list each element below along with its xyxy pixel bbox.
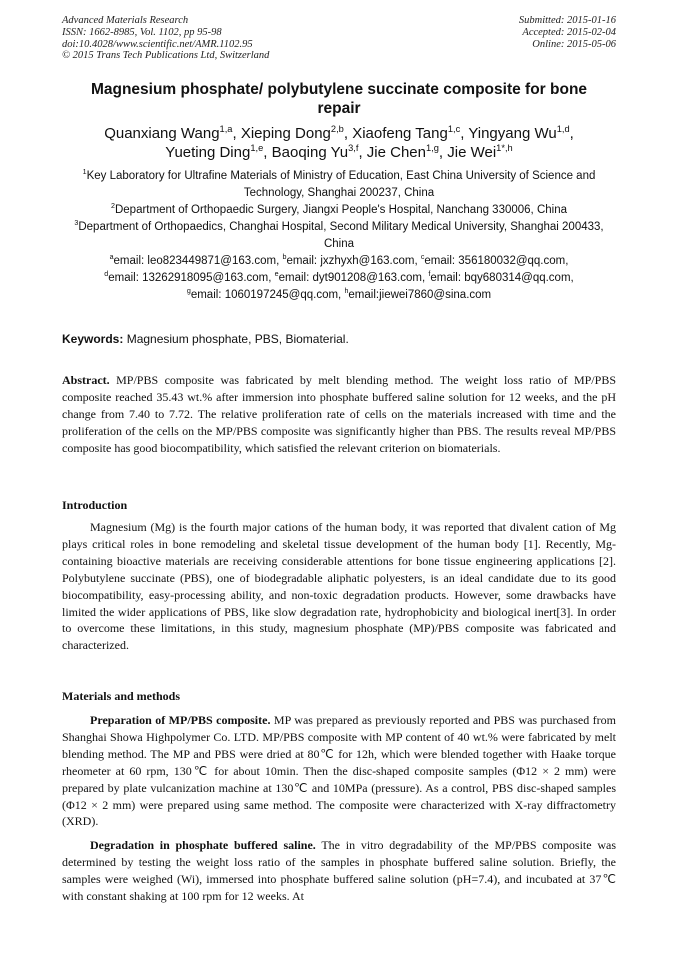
emails-line-2: $^d$email: 13262918095@163.com, $^e$email: dyt901208@163.com, $^f$email: bqy680314@qq.com, [104,270,574,284]
degradation-text: The in vitro degradability of the MP/PBS composite was determined by testing the weight loss ratio of the samples in phosphate buffered saline solution. Briefly, the samples were weighed (Wi), immersed into phosphate buffered saline solution (pH=7.4), and incubated at 37℃ with constant shaking at 100 rpm for 12 weeks. At [62,838,616,903]
issn: ISSN: 1662-8985, Vol. 1102, pp 95-98 [62,26,222,38]
keywords-label: Keywords: [62,332,124,346]
author-list [60,124,618,162]
email-f: email: bqy680314@qq.com, [430,272,574,284]
section-heading-introduction: Introduction [62,498,128,512]
affiliations [62,168,616,304]
introduction-paragraph [62,519,616,654]
email-b: email: jxzhyxh@163.com, [286,255,421,267]
author: Baoqing Yu$^{3,f}$, [271,143,367,161]
emails-line-3: $^g$email: 1060197245@qq.com, $^h$email:jiewei7860@sina.com [186,287,492,301]
author: Xiaofeng Tang$^{1,c}$, [352,124,469,142]
abstract-text: MP/PBS composite was fabricated by melt blending method. The weight loss ratio of MP/PBS composite reached 35.43 wt.% after immersion into phosphate buffered saline solution for 12 weeks, and the pH change from 7.40 to 7.72. The relative proliferation rate of cells on the materials increased with time and the proliferation of the cells on the MP/PBS composite was significantly higher than PBS. The results reveal MP/PBS composite has good biocompatibility, which satisfied the relevant criterion on biomaterials. [62,373,616,455]
degradation-paragraph [62,837,616,905]
email-g: email: 1060197245@qq.com, [190,289,345,301]
author: Yueting Ding$^{1,e}$, [165,143,272,161]
journal-name: Advanced Materials Research [62,15,189,26]
dates-header [519,15,616,50]
doi: doi:10.4028/www.scientific.net/AMR.1102.95 [62,38,253,50]
accepted-date: Accepted: 2015-02-04 [522,26,616,38]
degradation-label: Degradation in phosphate buffered saline. [90,838,316,852]
preparation-paragraph [62,712,616,830]
submitted-date: Submitted: 2015-01-16 [518,15,616,26]
email-h: email:jiewei7860@sina.com [348,289,492,301]
copyright: © 2015 Trans Tech Publications Ltd, Switzerland [62,50,270,62]
keywords-text: Magnesium phosphate, PBS, Biomaterial. [123,332,349,346]
paper-title: Magnesium phosphate/ polybutylene succinate composite for bone repair [90,81,588,117]
preparation-text: MP was prepared as previously reported and PBS was purchased from Shanghai Showa Highpolymer Co. LTD. MP/PBS composite with MP content of 40 wt.% were fabricated by melt blending method. The MP and PBS were dried at 80℃ for 12h, which were blended together with Haake torque rheometer at 60 rpm, 130℃ for about 10min. Then the disc-shaped composite samples (Φ12 × 2 mm) were prepared by plate vulcanization machine at 130℃ and 10MPa (pressure). As a control, PBS disc-shaped samples (Φ12 × 2 mm) were prepared using same method. The composite were characterized with X-ray diffractometry (XRD). [62,713,616,829]
author: Jie Wei$^{1*,h}$ [447,143,513,161]
affiliation-3: $^3$Department of Orthopaedics, Changhai Hospital, Second Military Medical University, Shanghai 200433, China [74,219,604,250]
author: Xieping Dong$^{2,b}$, [240,124,353,142]
abstract [62,372,616,457]
journal-header [62,15,269,62]
email-c: email: 356180032@qq.com, [424,255,569,267]
email-a: email: leo823449871@163.com, [113,255,283,267]
preparation-label: Preparation of MP/PBS composite. [90,713,271,727]
section-heading-methods: Materials and methods [62,689,180,703]
online-date: Online: 2015-05-06 [532,38,616,50]
emails-line-1: $^a$email: leo823449871@163.com, $^b$email: jxzhyxh@163.com, $^c$email: 356180032@qq.com, [109,253,569,267]
affiliation-1: $^1$Key Laboratory for Ultrafine Materials of Ministry of Education, East China University of Science and Technology, Shanghai 200237, China [82,168,596,199]
email-d: email: 13262918095@163.com, [108,272,275,284]
introduction-text: Magnesium (Mg) is the fourth major cations of the human body, it was reported that divalent cation of Mg plays critical roles in bone remodeling and skeletal tissue development of the human body [1]. Recently, Mg-containing bioactive materials are receiving considerable attentions for bone tissue engineering applications [2]. Polybutylene succinate (PBS), one of biodegradable aliphatic polyesters, is an ideal candidate due to its good biocompatibility, easy-processing ability, and non-toxic degradation products. However, some drawbacks have limited the wider applications of PBS, like slow degradation rate, hydrophobicity and biological inert[3]. In order to overcome these limitations, in this study, magnesium phosphate (MP)/PBS composite was fabricated and characterized. [62,520,616,653]
affiliation-2: $^2$Department of Orthopaedic Surgery, Jiangxi People's Hospital, Nanchang 330006, China [111,202,567,216]
author: Quanxiang Wang$^{1,a}$, [104,124,241,142]
author: Jie Chen$^{1,g}$, [366,143,448,161]
abstract-label: Abstract. [62,373,110,387]
author: Yingyang Wu$^{1,d}$, [468,124,574,142]
email-e: email: dyt901208@163.com, [278,272,429,284]
keywords [62,332,349,346]
